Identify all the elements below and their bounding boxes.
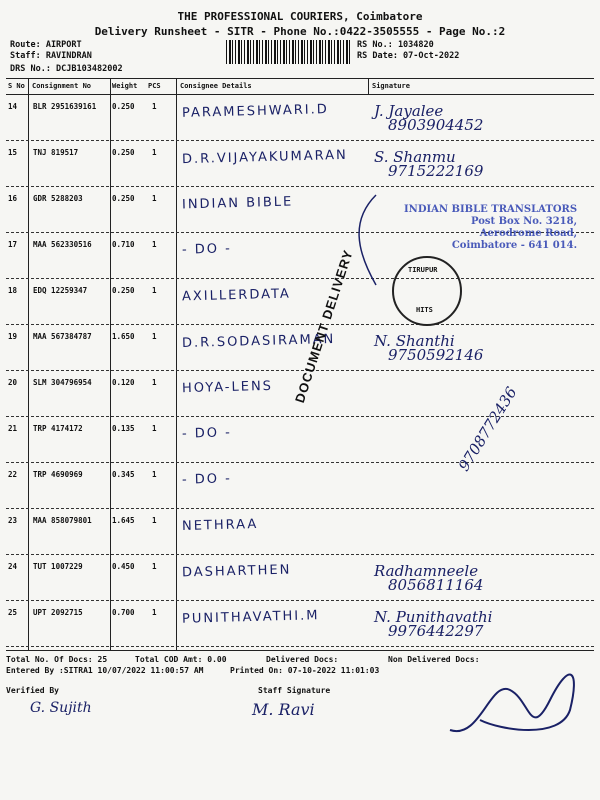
row-consignment-no: MAA 858079801 xyxy=(33,516,92,525)
table-row xyxy=(6,510,594,556)
row-separator xyxy=(6,370,594,371)
row-signature: Radhamneele xyxy=(374,562,479,580)
indian-bible-stamp: INDIAN BIBLE TRANSLATORS Post Box No. 3218, Aerodrome Road, Coimbatore - 641 014. xyxy=(404,204,578,251)
staff-signature-label: Staff Signature xyxy=(258,686,331,695)
row-weight: 0.710 xyxy=(112,240,135,249)
row-pcs: 1 xyxy=(152,562,157,571)
row-pcs: 1 xyxy=(152,516,157,525)
row-pcs: 1 xyxy=(152,608,157,617)
row-weight: 1.650 xyxy=(112,332,135,341)
row-separator xyxy=(6,508,594,509)
row-pcs: 1 xyxy=(152,148,157,157)
staff-label: Staff: RAVINDRAN xyxy=(10,51,92,61)
row-consignee: AXILLERDATA xyxy=(181,286,292,305)
non-delivered-docs: Non Delivered Docs: xyxy=(388,655,480,664)
barcode xyxy=(226,40,352,64)
col-signature: Signature xyxy=(372,82,410,90)
bracket-scribble xyxy=(346,190,386,290)
row-pcs: 1 xyxy=(152,102,157,111)
row-separator xyxy=(6,324,594,325)
row-pcs: 1 xyxy=(152,470,157,479)
total-docs: Total No. Of Docs: 25 xyxy=(6,655,108,664)
row-sno: 25 xyxy=(8,608,18,617)
row-consignment-no: SLM 304796954 xyxy=(33,378,92,387)
table-row xyxy=(6,464,594,510)
row-sno: 17 xyxy=(8,240,18,249)
row-consignee: - DO - xyxy=(181,471,233,488)
row-separator xyxy=(6,646,594,647)
row-consignment-no: MAA 562330516 xyxy=(33,240,92,249)
row-consignment-no: GDR 5288203 xyxy=(33,194,83,203)
row-sno: 24 xyxy=(8,562,18,571)
row-pcs: 1 xyxy=(152,424,157,433)
row-pcs: 1 xyxy=(152,332,157,341)
row-sno: 22 xyxy=(8,470,18,479)
row-pcs: 1 xyxy=(152,378,157,387)
row-consignee: - DO - xyxy=(181,241,233,258)
row-signature: S. Shanmu xyxy=(374,148,456,166)
table-row xyxy=(6,602,594,648)
row-consignment-no: BLR 2951639161 xyxy=(33,102,97,111)
row-signature-phone: 9715222169 xyxy=(388,162,484,180)
rs-date: RS Date: 07-Oct-2022 xyxy=(357,51,460,61)
footer-rule xyxy=(6,650,594,651)
row-separator xyxy=(6,278,594,279)
delivered-docs: Delivered Docs: xyxy=(266,655,339,664)
row-weight: 1.645 xyxy=(112,516,135,525)
header-bottom-rule xyxy=(6,94,594,95)
row-consignee: D.R.VIJAYAKUMARAN xyxy=(181,147,348,168)
row-signature: N. Punithavathi xyxy=(374,608,493,626)
row-weight: 0.250 xyxy=(112,194,135,203)
row-consignment-no: TNJ 819517 xyxy=(33,148,79,157)
row-consignee: HOYA-LENS xyxy=(181,378,274,397)
row-weight: 0.250 xyxy=(112,102,135,111)
route-label: Route: AIRPORT xyxy=(10,40,82,50)
row-pcs: 1 xyxy=(152,286,157,295)
row-consignee: DASHARTHEN xyxy=(181,562,292,581)
row-consignment-no: UPT 2092715 xyxy=(33,608,83,617)
row-pcs: 1 xyxy=(152,240,157,249)
row-sno: 21 xyxy=(8,424,18,433)
row-consignee: PARAMESHWARI.D xyxy=(181,102,329,121)
row-signature-phone: 8903904452 xyxy=(388,116,484,134)
row-consignment-no: EDQ 12259347 xyxy=(33,286,88,295)
row-weight: 0.135 xyxy=(112,424,135,433)
row-separator xyxy=(6,140,594,141)
drs-number: DRS No.: DCJB103482002 xyxy=(10,64,123,74)
row-weight: 0.250 xyxy=(112,286,135,295)
row-signature-phone: 9976442297 xyxy=(388,622,484,640)
row-separator xyxy=(6,600,594,601)
large-scribble-signature xyxy=(440,660,590,750)
col-consignee: Consignee Details xyxy=(180,82,252,90)
row-consignee: - DO - xyxy=(181,425,233,442)
runsheet-subtitle: Delivery Runsheet - SITR - Phone No.:0422-3505555 - Page No.:2 xyxy=(94,25,506,38)
company-title: THE PROFESSIONAL COURIERS, Coimbatore xyxy=(177,10,423,23)
row-sno: 18 xyxy=(8,286,18,295)
row-signature-phone: 9750592146 xyxy=(388,346,484,364)
table-row xyxy=(6,142,594,188)
staff-handwritten-signature: M. Ravi xyxy=(252,700,315,719)
verified-signature: G. Sujith xyxy=(30,700,92,716)
header-top-rule xyxy=(6,78,594,79)
row-separator xyxy=(6,186,594,187)
row-weight: 0.700 xyxy=(112,608,135,617)
row-pcs: 1 xyxy=(152,194,157,203)
table-row xyxy=(6,556,594,602)
table-row xyxy=(6,326,594,372)
row-consignee: NETHRAA xyxy=(181,517,259,534)
column-divider xyxy=(368,78,369,94)
rs-number: RS No.: 1034820 xyxy=(357,40,434,50)
col-weight: Weight xyxy=(112,82,138,90)
tirupur-round-stamp: TIRUPUR HITS xyxy=(392,256,462,326)
row-sno: 16 xyxy=(8,194,18,203)
row-consignment-no: MAA 567384787 xyxy=(33,332,92,341)
col-consignment: Consignment No xyxy=(32,82,92,90)
row-sno: 19 xyxy=(8,332,18,341)
document-delivery-stamp: DOCUMENT DELIVERY xyxy=(292,247,356,405)
row-consignment-no: TUT 1007229 xyxy=(33,562,83,571)
row-weight: 0.250 xyxy=(112,148,135,157)
col-sno: S No xyxy=(8,82,25,90)
col-pcs: PCS xyxy=(148,82,161,90)
row-consignment-no: TRP 4174172 xyxy=(33,424,83,433)
row-weight: 0.450 xyxy=(112,562,135,571)
row-sno: 15 xyxy=(8,148,18,157)
side-phone-handwriting: 9708772436 xyxy=(454,383,521,475)
row-sno: 23 xyxy=(8,516,18,525)
row-consignee: D.R.SODASIRAMAN xyxy=(181,331,336,352)
printed-on: Printed On: 07-10-2022 11:01:03 xyxy=(230,666,380,675)
table-row xyxy=(6,280,594,326)
row-weight: 0.345 xyxy=(112,470,135,479)
row-sno: 20 xyxy=(8,378,18,387)
row-separator xyxy=(6,462,594,463)
verified-by: Verified By xyxy=(6,686,59,695)
row-separator xyxy=(6,554,594,555)
total-cod: Total COD Amt: 0.00 xyxy=(135,655,227,664)
table-row xyxy=(6,96,594,142)
row-consignee: INDIAN BIBLE xyxy=(181,194,294,213)
entered-by: Entered By :SITRA1 10/07/2022 11:00:57 AM xyxy=(6,666,204,675)
row-consignee: PUNITHAVATHI.M xyxy=(181,608,320,627)
row-signature-phone: 8056811164 xyxy=(388,576,484,594)
row-signature: J. Jayalee xyxy=(374,102,444,120)
table-row xyxy=(6,418,594,464)
row-weight: 0.120 xyxy=(112,378,135,387)
row-consignment-no: TRP 4690969 xyxy=(33,470,83,479)
row-sno: 14 xyxy=(8,102,18,111)
row-signature: N. Shanthi xyxy=(374,332,455,350)
